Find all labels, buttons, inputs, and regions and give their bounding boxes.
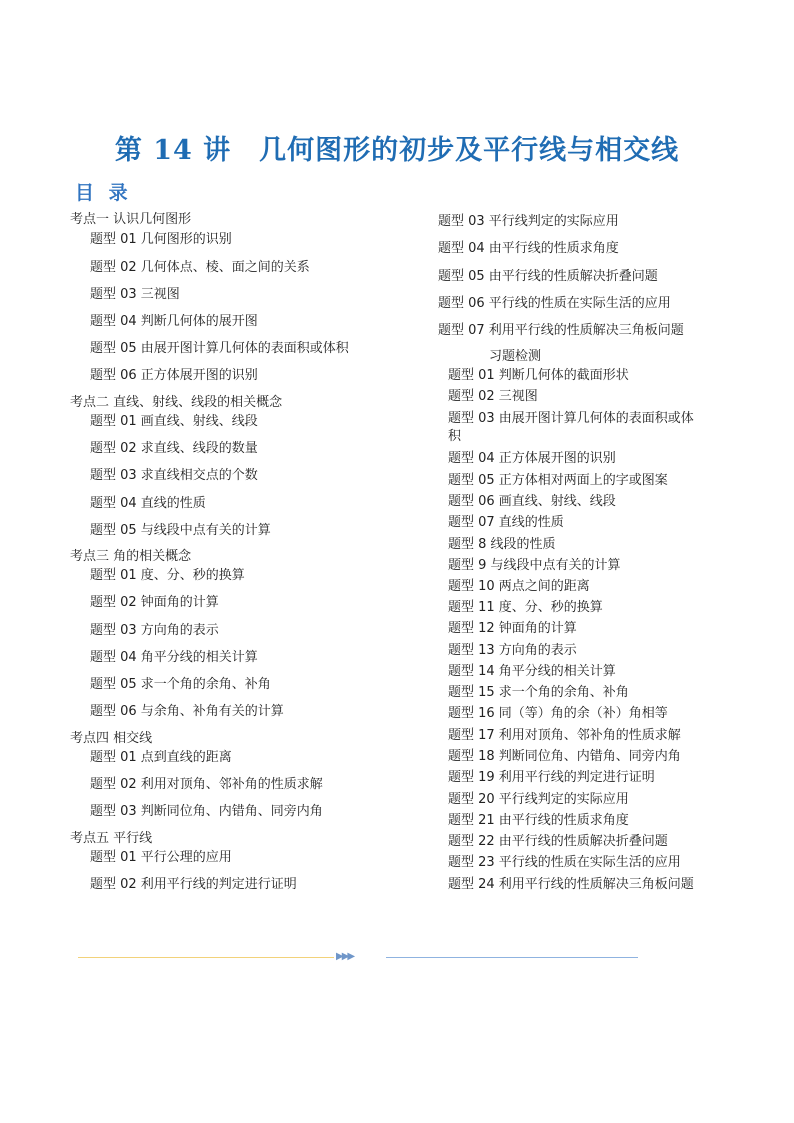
practice-item[interactable]: 题型 20 平行线判定的实际应用 [448,792,629,807]
practice-item[interactable]: 题型 8 线段的性质 [448,537,556,552]
toc-item[interactable]: 题型 04 由平行线的性质求角度 [438,241,619,256]
toc-section-4[interactable]: 考点四 相交线 [70,731,153,746]
practice-item[interactable]: 题型 19 利用平行线的判定进行证明 [448,770,655,785]
toc-item[interactable]: 题型 03 方向角的表示 [90,623,219,638]
toc-item[interactable]: 题型 07 利用平行线的性质解决三角板问题 [438,323,684,338]
toc-item[interactable]: 题型 05 求一个角的余角、补角 [90,677,271,692]
practice-heading[interactable]: 习题检测 [489,349,542,364]
practice-item[interactable]: 题型 15 求一个角的余角、补角 [448,685,629,700]
practice-item[interactable]: 题型 01 判断几何体的截面形状 [448,368,629,383]
practice-item[interactable]: 题型 10 两点之间的距离 [448,579,590,594]
toc-item[interactable]: 题型 04 判断几何体的展开图 [90,314,258,329]
toc-section-5[interactable]: 考点五 平行线 [70,831,153,846]
practice-item[interactable]: 题型 9 与线段中点有关的计算 [448,558,621,573]
toc-section-1[interactable]: 考点一 认识几何图形 [70,212,192,227]
divider-line-left [78,957,334,958]
practice-item[interactable]: 题型 04 正方体展开图的识别 [448,451,616,466]
toc-item[interactable]: 题型 01 平行公理的应用 [90,850,232,865]
toc-item[interactable]: 题型 05 由平行线的性质解决折叠问题 [438,269,658,284]
toc-item[interactable]: 题型 05 由展开图计算几何体的表面积或体积 [90,341,349,356]
toc-item[interactable]: 题型 01 画直线、射线、线段 [90,414,258,429]
toc-item[interactable]: 题型 05 与线段中点有关的计算 [90,523,271,538]
triangle-arrows-icon: ▶▶▶ [336,951,354,962]
toc-item[interactable]: 题型 01 点到直线的距离 [90,750,232,765]
practice-item[interactable]: 题型 13 方向角的表示 [448,643,577,658]
practice-item[interactable]: 题型 14 角平分线的相关计算 [448,664,616,679]
toc-item[interactable]: 题型 02 求直线、线段的数量 [90,441,258,456]
practice-item[interactable]: 题型 22 由平行线的性质解决折叠问题 [448,834,668,849]
toc-item[interactable]: 题型 03 三视图 [90,287,180,302]
practice-item[interactable]: 题型 11 度、分、秒的换算 [448,600,603,615]
divider-line-right [386,957,638,958]
practice-item[interactable]: 题型 18 判断同位角、内错角、同旁内角 [448,749,681,764]
toc-item[interactable]: 题型 01 几何图形的识别 [90,232,232,247]
practice-item[interactable]: 题型 16 同（等）角的余（补）角相等 [448,706,668,721]
practice-item[interactable]: 题型 03 由展开图计算几何体的表面积或体 [448,411,694,426]
toc-item[interactable]: 题型 04 角平分线的相关计算 [90,650,258,665]
practice-item[interactable]: 题型 24 利用平行线的性质解决三角板问题 [448,877,694,892]
practice-item-wrap: 积 [448,429,462,444]
toc-item[interactable]: 题型 03 求直线相交点的个数 [90,468,258,483]
toc-section-3[interactable]: 考点三 角的相关概念 [70,549,192,564]
toc-item[interactable]: 题型 06 与余角、补角有关的计算 [90,704,284,719]
practice-item[interactable]: 题型 07 直线的性质 [448,515,564,530]
toc-item[interactable]: 题型 02 利用对顶角、邻补角的性质求解 [90,777,323,792]
toc-item[interactable]: 题型 06 正方体展开图的识别 [90,368,258,383]
practice-item[interactable]: 题型 12 钟面角的计算 [448,621,577,636]
toc-item[interactable]: 题型 03 平行线判定的实际应用 [438,214,619,229]
practice-item[interactable]: 题型 02 三视图 [448,389,538,404]
toc-item[interactable]: 题型 02 利用平行线的判定进行证明 [90,877,297,892]
page-title: 第 14 讲 几何图形的初步及平行线与相交线 [114,135,680,166]
practice-item[interactable]: 题型 17 利用对顶角、邻补角的性质求解 [448,728,681,743]
practice-item[interactable]: 题型 23 平行线的性质在实际生活的应用 [448,855,681,870]
toc-item[interactable]: 题型 06 平行线的性质在实际生活的应用 [438,296,671,311]
toc-heading: 目 录 [75,182,132,204]
toc-item[interactable]: 题型 02 几何体点、棱、面之间的关系 [90,260,310,275]
toc-item[interactable]: 题型 02 钟面角的计算 [90,595,219,610]
practice-item[interactable]: 题型 06 画直线、射线、线段 [448,494,616,509]
toc-item[interactable]: 题型 03 判断同位角、内错角、同旁内角 [90,804,323,819]
practice-item[interactable]: 题型 21 由平行线的性质求角度 [448,813,629,828]
toc-section-2[interactable]: 考点二 直线、射线、线段的相关概念 [70,395,283,410]
toc-item[interactable]: 题型 04 直线的性质 [90,496,206,511]
practice-item[interactable]: 题型 05 正方体相对两面上的字或图案 [448,473,668,488]
toc-item[interactable]: 题型 01 度、分、秒的换算 [90,568,245,583]
